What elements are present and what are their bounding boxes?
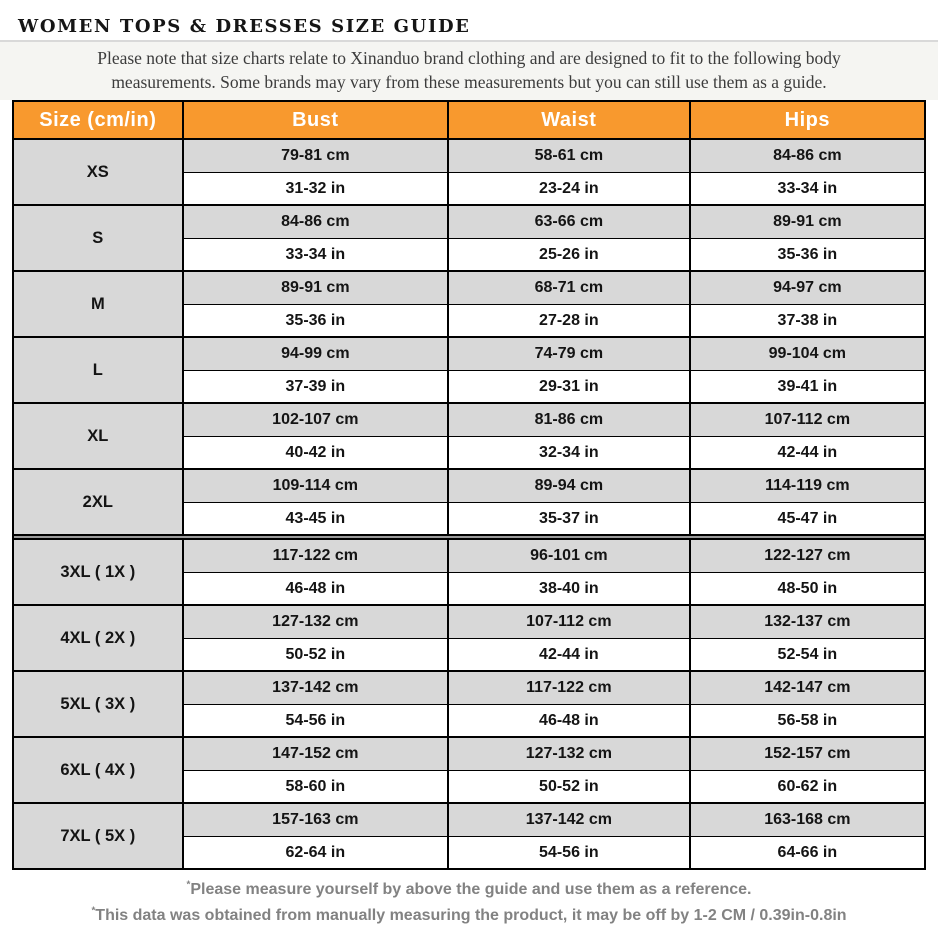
bust-in-cell: 40-42 in <box>183 436 448 469</box>
waist-in-cell: 54-56 in <box>448 836 690 869</box>
hips-cm-cell: 99-104 cm <box>690 337 925 370</box>
bust-in-cell: 43-45 in <box>183 502 448 535</box>
bust-in-cell: 50-52 in <box>183 638 448 671</box>
intro-note-line1: Please note that size charts relate to Xinanduo brand clothing and are designed to fit to the following body <box>97 48 841 68</box>
bust-in-cell: 35-36 in <box>183 304 448 337</box>
size-label: 7XL ( 5X ) <box>13 803 183 869</box>
intro-note-line2: measurements. Some brands may vary from these measurements but you can still use them as a guide. <box>111 72 827 93</box>
bust-cm-cell: 109-114 cm <box>183 469 448 502</box>
hips-cm-cell: 122-127 cm <box>690 539 925 572</box>
hips-cm-cell: 94-97 cm <box>690 271 925 304</box>
waist-in-cell: 27-28 in <box>448 304 690 337</box>
footnote-1 <box>0 877 938 903</box>
hips-cm-cell: 132-137 cm <box>690 605 925 638</box>
waist-cm-cell: 89-94 cm <box>448 469 690 502</box>
hips-in-cell: 48-50 in <box>690 572 925 605</box>
footnote-2 <box>0 903 938 929</box>
waist-in-cell: 32-34 in <box>448 436 690 469</box>
hips-cm-cell: 152-157 cm <box>690 737 925 770</box>
hips-in-cell: 52-54 in <box>690 638 925 671</box>
hips-cm-cell: 114-119 cm <box>690 469 925 502</box>
hips-cm-cell: 163-168 cm <box>690 803 925 836</box>
size-label: M <box>13 271 183 337</box>
hips-in-cell: 33-34 in <box>690 172 925 205</box>
footnote-2-mark: * <box>91 905 96 917</box>
bust-cm-cell: 157-163 cm <box>183 803 448 836</box>
bust-cm-cell: 89-91 cm <box>183 271 448 304</box>
waist-in-cell: 25-26 in <box>448 238 690 271</box>
waist-in-cell: 29-31 in <box>448 370 690 403</box>
bust-cm-cell: 127-132 cm <box>183 605 448 638</box>
column-header-waist: Waist <box>448 101 690 139</box>
table-row <box>13 671 925 704</box>
table-row <box>13 469 925 502</box>
column-header-bust: Bust <box>183 101 448 139</box>
waist-in-cell: 38-40 in <box>448 572 690 605</box>
column-header-size: Size (cm/in) <box>13 101 183 139</box>
bust-cm-cell: 84-86 cm <box>183 205 448 238</box>
table-row <box>13 539 925 572</box>
waist-in-cell: 35-37 in <box>448 502 690 535</box>
waist-cm-cell: 127-132 cm <box>448 737 690 770</box>
waist-in-cell: 23-24 in <box>448 172 690 205</box>
waist-in-cell: 42-44 in <box>448 638 690 671</box>
table-row <box>13 205 925 238</box>
table-row <box>13 605 925 638</box>
waist-cm-cell: 137-142 cm <box>448 803 690 836</box>
size-label: 6XL ( 4X ) <box>13 737 183 803</box>
table-row <box>13 271 925 304</box>
waist-cm-cell: 107-112 cm <box>448 605 690 638</box>
waist-cm-cell: 58-61 cm <box>448 139 690 172</box>
hips-cm-cell: 89-91 cm <box>690 205 925 238</box>
hips-in-cell: 35-36 in <box>690 238 925 271</box>
size-label: S <box>13 205 183 271</box>
waist-in-cell: 50-52 in <box>448 770 690 803</box>
bust-in-cell: 37-39 in <box>183 370 448 403</box>
hips-cm-cell: 142-147 cm <box>690 671 925 704</box>
hips-in-cell: 64-66 in <box>690 836 925 869</box>
size-label: 3XL ( 1X ) <box>13 539 183 605</box>
footnote-1-mark: * <box>186 879 191 891</box>
bust-cm-cell: 137-142 cm <box>183 671 448 704</box>
size-label: 2XL <box>13 469 183 535</box>
waist-cm-cell: 68-71 cm <box>448 271 690 304</box>
waist-in-cell: 46-48 in <box>448 704 690 737</box>
bust-in-cell: 31-32 in <box>183 172 448 205</box>
size-guide-page <box>0 16 938 928</box>
bust-in-cell: 33-34 in <box>183 238 448 271</box>
bust-cm-cell: 79-81 cm <box>183 139 448 172</box>
size-label: XS <box>13 139 183 205</box>
hips-cm-cell: 84-86 cm <box>690 139 925 172</box>
table-row <box>13 803 925 836</box>
waist-cm-cell: 81-86 cm <box>448 403 690 436</box>
bust-in-cell: 58-60 in <box>183 770 448 803</box>
bust-in-cell: 62-64 in <box>183 836 448 869</box>
intro-note <box>0 42 938 100</box>
waist-cm-cell: 63-66 cm <box>448 205 690 238</box>
footnote-2-text: This data was obtained from manually measuring the product, it may be off by 1-2 CM / 0.39in-0.8in <box>95 906 847 924</box>
hips-in-cell: 39-41 in <box>690 370 925 403</box>
footnote-1-text: Please measure yourself by above the guide and use them as a reference. <box>190 881 752 899</box>
bust-cm-cell: 102-107 cm <box>183 403 448 436</box>
column-header-hips: Hips <box>690 101 925 139</box>
table-row <box>13 337 925 370</box>
hips-cm-cell: 107-112 cm <box>690 403 925 436</box>
waist-cm-cell: 117-122 cm <box>448 671 690 704</box>
size-chart-table <box>12 100 926 870</box>
size-label: XL <box>13 403 183 469</box>
waist-cm-cell: 96-101 cm <box>448 539 690 572</box>
hips-in-cell: 37-38 in <box>690 304 925 337</box>
hips-in-cell: 42-44 in <box>690 436 925 469</box>
bust-cm-cell: 147-152 cm <box>183 737 448 770</box>
bust-in-cell: 54-56 in <box>183 704 448 737</box>
hips-in-cell: 56-58 in <box>690 704 925 737</box>
bust-in-cell: 46-48 in <box>183 572 448 605</box>
size-label: L <box>13 337 183 403</box>
bust-cm-cell: 117-122 cm <box>183 539 448 572</box>
waist-cm-cell: 74-79 cm <box>448 337 690 370</box>
hips-in-cell: 45-47 in <box>690 502 925 535</box>
table-header-row <box>13 101 925 139</box>
table-row <box>13 737 925 770</box>
bust-cm-cell: 94-99 cm <box>183 337 448 370</box>
table-row <box>13 403 925 436</box>
footnotes <box>0 870 938 928</box>
size-label: 4XL ( 2X ) <box>13 605 183 671</box>
table-row <box>13 139 925 172</box>
page-title: WOMEN TOPS & DRESSES SIZE GUIDE <box>18 16 471 37</box>
size-label: 5XL ( 3X ) <box>13 671 183 737</box>
hips-in-cell: 60-62 in <box>690 770 925 803</box>
